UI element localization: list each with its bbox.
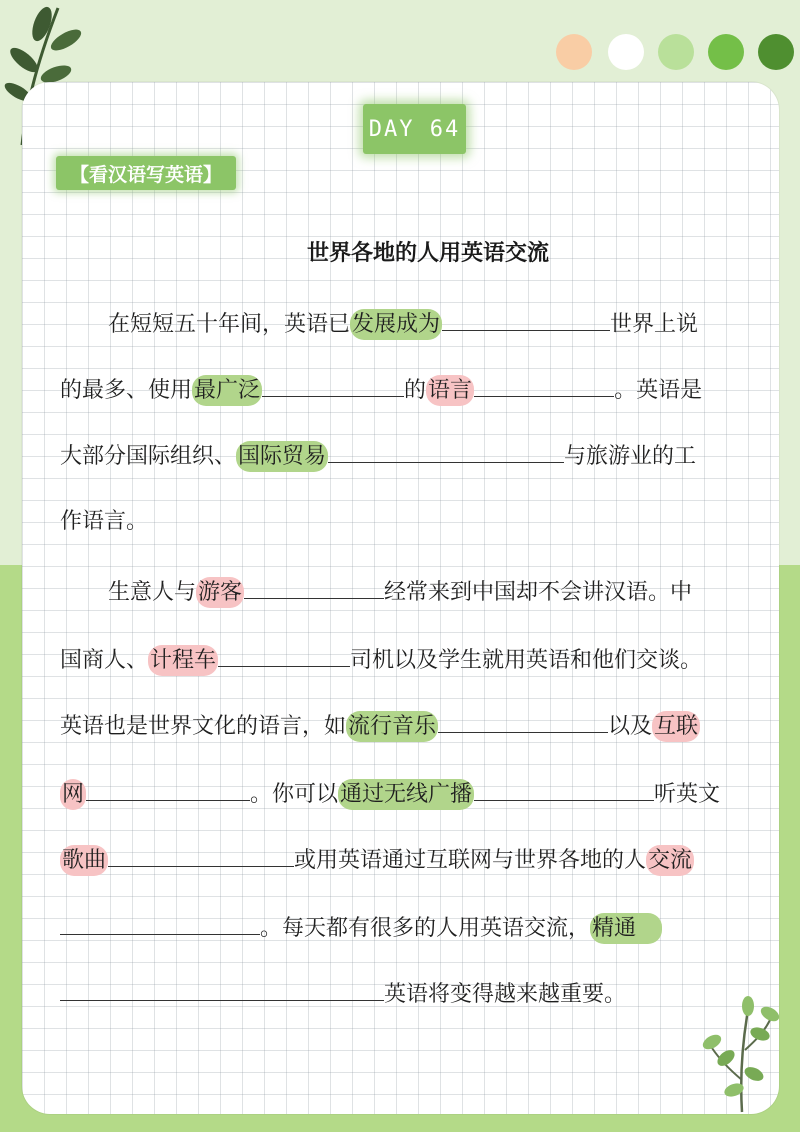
passage-line bbox=[60, 972, 750, 1012]
answer-blank[interactable] bbox=[262, 368, 404, 397]
text-segment: 在短短五十年间，英语已 bbox=[108, 312, 351, 337]
section-tag: 【看汉语写英语】 bbox=[56, 156, 236, 190]
keyword-highlight: 最广泛 bbox=[192, 375, 262, 406]
passage-line bbox=[60, 772, 750, 812]
passage-line bbox=[60, 368, 750, 408]
text-segment: 经常来到中国却不会讲汉语。中 bbox=[384, 580, 693, 605]
passage-line bbox=[60, 838, 750, 878]
passage-line bbox=[60, 302, 750, 342]
keyword-highlight: 流行音乐 bbox=[346, 711, 438, 742]
text-segment: 。每天都有很多的人用英语交流， bbox=[260, 916, 591, 941]
dot-white bbox=[608, 34, 644, 70]
text-segment: 司机以及学生就用英语和他们交谈。 bbox=[350, 648, 703, 673]
keyword-highlight: 游客 bbox=[196, 577, 244, 608]
keyword-highlight: 国际贸易 bbox=[236, 441, 328, 472]
text-segment: 世界上说 bbox=[610, 312, 699, 337]
passage-line bbox=[60, 704, 750, 744]
keyword-highlight: 语言 bbox=[426, 375, 474, 406]
text-segment: 的最多、使用 bbox=[60, 378, 193, 403]
answer-blank[interactable] bbox=[474, 368, 614, 397]
answer-blank[interactable] bbox=[442, 302, 610, 331]
keyword-highlight: 交流 bbox=[646, 845, 694, 876]
keyword-highlight: 计程车 bbox=[148, 645, 218, 676]
text-segment: 或用英语通过互联网与世界各地的人 bbox=[294, 848, 647, 873]
text-segment: 的 bbox=[404, 378, 427, 403]
answer-blank[interactable] bbox=[328, 434, 564, 463]
answer-blank[interactable] bbox=[244, 570, 384, 599]
dot-green bbox=[708, 34, 744, 70]
passage-title: 世界各地的人用英语交流 bbox=[306, 241, 549, 266]
answer-blank[interactable] bbox=[218, 638, 350, 667]
answer-blank[interactable] bbox=[60, 906, 260, 935]
keyword-highlight: 精通 bbox=[590, 913, 662, 944]
keyword-highlight: 网 bbox=[60, 779, 86, 810]
keyword-highlight: 歌曲 bbox=[60, 845, 108, 876]
text-segment: 以及 bbox=[608, 714, 653, 739]
text-segment: 作语言。 bbox=[60, 509, 149, 534]
keyword-highlight: 发展成为 bbox=[350, 309, 442, 340]
keyword-highlight: 互联 bbox=[652, 711, 700, 742]
day-label: DAY 64 bbox=[363, 104, 466, 154]
color-dots bbox=[540, 34, 800, 72]
dot-dark-green bbox=[758, 34, 794, 70]
dot-light-green bbox=[658, 34, 694, 70]
text-segment: 国商人、 bbox=[60, 648, 149, 673]
answer-blank[interactable] bbox=[108, 838, 294, 867]
answer-blank[interactable] bbox=[474, 772, 654, 801]
passage-line bbox=[60, 502, 750, 542]
keyword-highlight: 通过无线广播 bbox=[338, 779, 474, 810]
text-segment: 。英语是 bbox=[614, 378, 703, 403]
answer-blank[interactable] bbox=[60, 972, 384, 1001]
text-segment: 英语也是世界文化的语言，如 bbox=[60, 714, 347, 739]
dot-peach bbox=[556, 34, 592, 70]
text-segment: 生意人与 bbox=[108, 580, 197, 605]
text-segment: 。你可以 bbox=[250, 782, 339, 807]
passage-line bbox=[60, 638, 750, 678]
passage-line bbox=[60, 434, 750, 474]
text-segment: 与旅游业的工 bbox=[564, 444, 697, 469]
answer-blank[interactable] bbox=[438, 704, 608, 733]
passage-line bbox=[60, 906, 750, 946]
text-segment: 大部分国际组织、 bbox=[60, 444, 237, 469]
passage-line bbox=[60, 570, 750, 610]
text-segment: 英语将变得越来越重要。 bbox=[384, 982, 627, 1007]
text-segment: 听英文 bbox=[654, 782, 721, 807]
answer-blank[interactable] bbox=[86, 772, 250, 801]
